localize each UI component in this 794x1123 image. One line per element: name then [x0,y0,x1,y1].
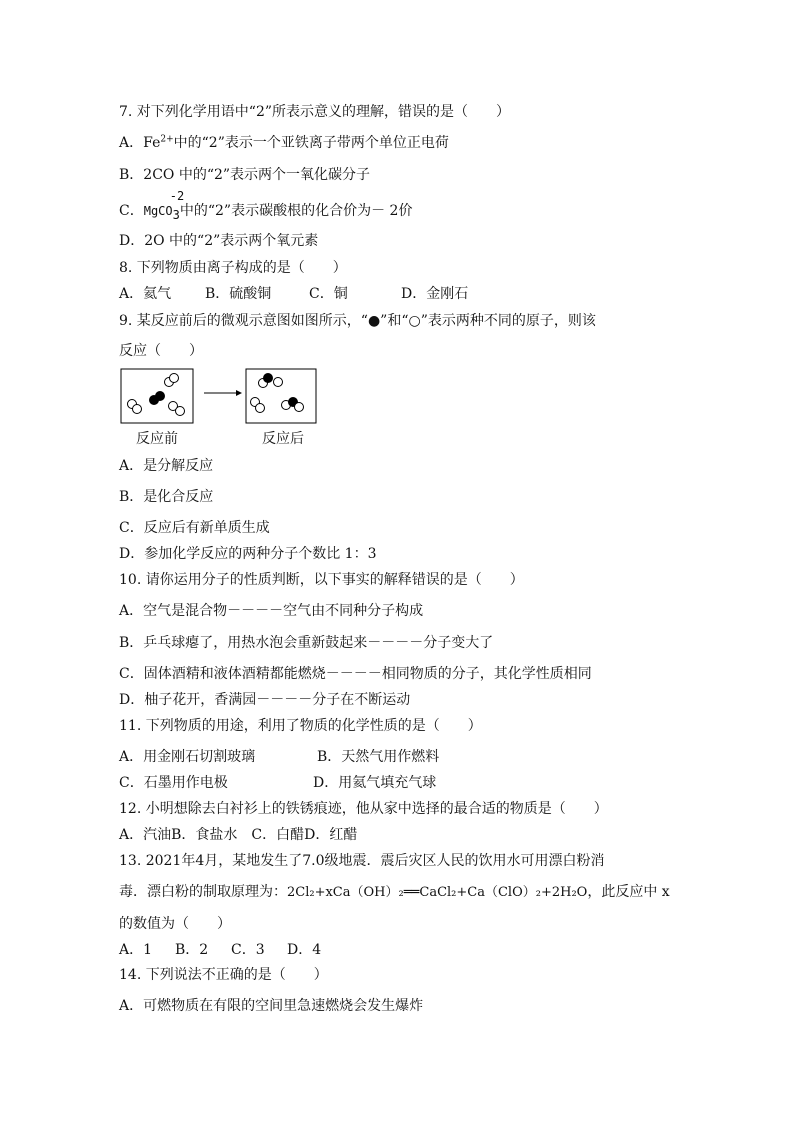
q13-option-b: B．2 [175,942,209,958]
q13-option-c: C．3 [231,942,265,958]
before-box [121,369,193,423]
q9-option-a: A．是分解反应 [119,458,214,474]
q13-stem-line2 [119,883,670,902]
q8-stem: 8. 下列物质由离子构成的是（ ） [119,260,347,276]
q7-stem: 7. 对下列化学用语中“2”所表示意义的理解，错误的是（ ） [119,104,511,120]
q9-option-c: C．反应后有新单质生成 [119,520,270,536]
q9-stem-line2: 反应（ ） [119,343,203,359]
q10-option-c: C．固体酒精和液体酒精都能燃烧－－－－相同物质的分子，其化学性质相同 [119,666,592,682]
q11-option-d: D．用氦气填充气球 [313,775,437,791]
q7-option-d: D．2O 中的“2”表示两个氧元素 [119,233,319,249]
q7-c-valence: -2 [169,189,185,203]
q7-a-prefix: A． [119,135,144,151]
q10-option-a: A．空气是混合物－－－－空气由不同种分子构成 [119,603,424,619]
q13-options [119,941,321,959]
q10-option-b: B．乒乓球瘪了，用热水泡会重新鼓起来－－－－分子变大了 [119,635,494,651]
q7-a-text: 中的“2”表示一个亚铁离子带两个单位正电荷 [173,135,449,151]
q13-stem-pre: 毒．漂白粉的制取原理为： [119,884,287,900]
q13-stem-line1: 13. 2021年4月，某地发生了7.0级地震．震后灾区人民的饮用水可用漂白粉消 [119,853,605,869]
q9-stem-line1: 9. 某反应前后的微观示意图如图所示，“●”和“○”表示两种不同的原子，则该 [119,313,596,329]
q8-options [119,285,468,303]
q9-option-b: B．是化合反应 [119,489,214,505]
q7-option-c [119,189,413,222]
q7-option-b: B．2CO 中的“2”表示两个一氧化碳分子 [119,167,371,183]
q13-option-a: A．1 [119,942,153,958]
q11-options-row1 [119,748,439,766]
q7-c-formula: MgCO [143,204,173,218]
q8-option-b: B．硫酸铜 [205,286,272,302]
q11-options-row2 [119,774,436,792]
q8-option-d: D．金刚石 [401,286,469,302]
q13-equation: 2Cl₂+xCa（OH）₂══CaCl₂+Ca（ClO）₂+2H₂O [287,885,588,900]
q8-option-a: A．氦气 [119,286,172,302]
label-before: 反应前 [136,431,178,447]
q13-stem-line3: 的数值为（ ） [119,916,231,932]
q10-stem: 10. 请你运用分子的性质判断，以下事实的解释错误的是（ ） [119,572,524,588]
q11-option-c: C．石墨用作电极 [119,775,228,791]
q13-option-d: D．4 [287,942,322,958]
q8-option-c: C．铜 [309,286,348,302]
q14-option-a: A．可燃物质在有限的空间里急速燃烧会发生爆炸 [119,998,424,1014]
reaction-arrow [204,390,242,396]
q11-option-a: A．用金刚石切割玻璃 [119,749,256,765]
q13-stem-post: ，此反应中 x [587,884,670,900]
q7-c-text: 中的“2”表示碳酸根的化合价为－ 2价 [179,203,413,219]
q7-c-subscript: 3 [172,207,180,222]
q7-a-charge: 2+ [160,134,174,145]
after-box [246,369,316,423]
q7-a-formula: Fe [143,135,161,151]
q9-option-d: D．参加化学反应的两种分子个数比 1：3 [119,546,377,562]
q12-options: A．汽油B．食盐水 C．白醋D．红醋 [119,827,358,843]
q7-option-a [119,134,449,152]
q10-option-d: D．柚子花开，香满园－－－－分子在不断运动 [119,692,411,708]
q7-c-prefix: C． [119,203,144,219]
q11-stem: 11. 下列物质的用途，利用了物质的化学性质的是（ ） [119,718,482,734]
q14-stem: 14. 下列说法不正确的是（ ） [119,967,328,983]
q12-stem: 12. 小明想除去白衬衫上的铁锈痕迹，他从家中选择的最合适的物质是（ ） [119,801,608,817]
label-after: 反应后 [262,431,304,447]
q11-option-b: B．天然气用作燃料 [317,749,440,765]
